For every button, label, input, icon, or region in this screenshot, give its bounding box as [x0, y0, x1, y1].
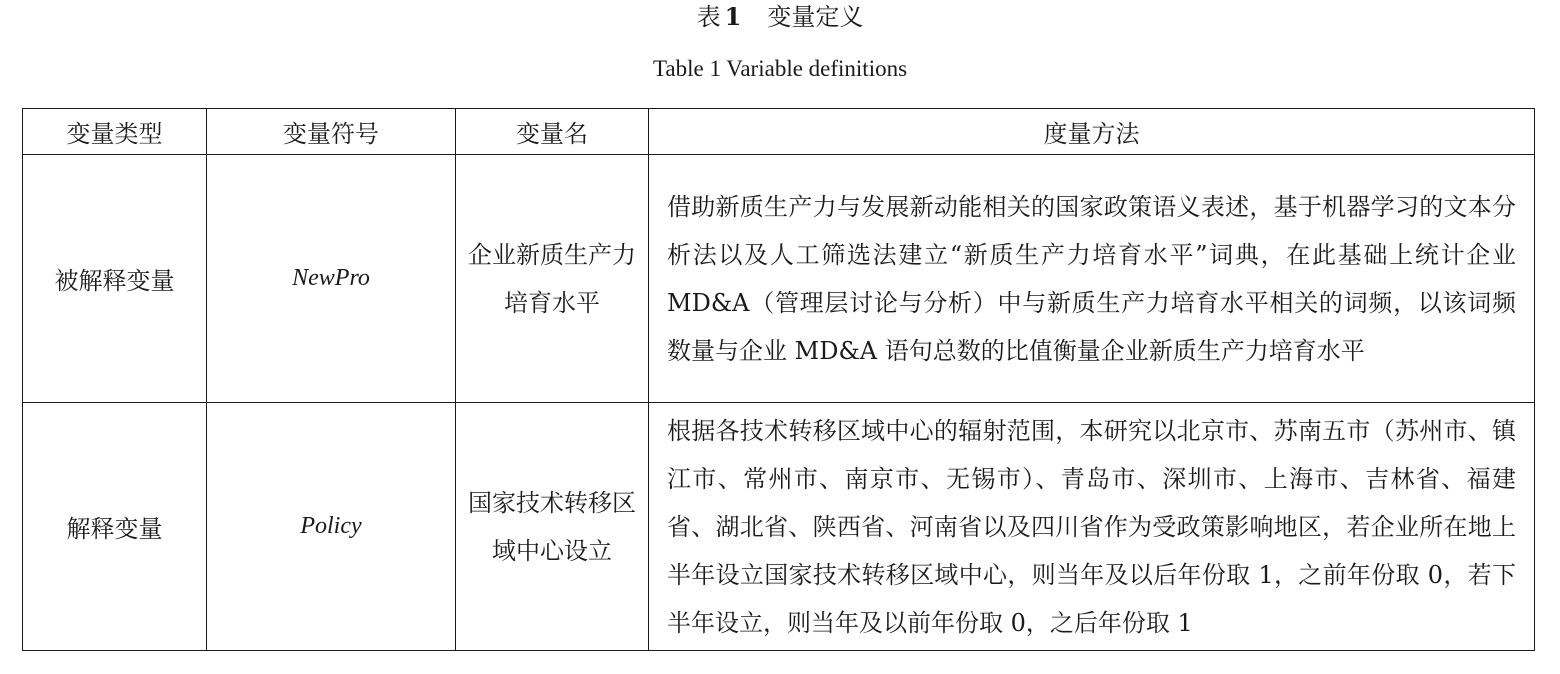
table-title-cn [0, 2, 1560, 32]
cell-variable-name: 企业新质生产力培育水平 [456, 155, 649, 403]
table-title-name: 变量定义 [767, 3, 864, 31]
cell-variable-name: 国家技术转移区域中心设立 [456, 403, 649, 651]
header-variable-name: 变量名 [456, 109, 649, 155]
variable-definitions-table [22, 108, 1535, 651]
table-header-row [23, 109, 1535, 155]
cell-variable-type: 解释变量 [23, 403, 207, 651]
cell-variable-symbol: Policy [207, 403, 456, 651]
table-title-prefix: 表 [696, 3, 721, 31]
table-title-en: Table 1 Variable definitions [652, 56, 908, 81]
header-variable-symbol: 变量符号 [207, 109, 456, 155]
header-measurement-method: 度量方法 [649, 109, 1535, 155]
header-variable-type: 变量类型 [23, 109, 207, 155]
cell-variable-symbol: NewPro [207, 155, 456, 403]
cell-measurement-method: 根据各技术转移区域中心的辐射范围，本研究以北京市、苏南五市（苏州市、镇江市、常州市、南京市、无锡市）、青岛市、深圳市、上海市、吉林省、福建省、湖北省、陕西省、河南省以及四川省作为受政策影响地区，若企业所在地上半年设立国家技术转移区域中心，则当年及以后年份取 1，之前年份取 0，若下半年设立，则当年及以前年份取 0，之后年份取 1 [649, 403, 1535, 651]
cell-variable-type: 被解释变量 [23, 155, 207, 403]
table-title-number: 1 [724, 2, 742, 31]
cell-measurement-method: 借助新质生产力与发展新动能相关的国家政策语义表述，基于机器学习的文本分析法以及人工筛选法建立“新质生产力培育水平”词典，在此基础上统计企业 MD&A（管理层讨论与分析）中与新质生产力培育水平相关的词频，以该词频数量与企业 MD&A 语句总数的比值衡量企业新质生产力培育水平 [649, 155, 1535, 403]
table-row [23, 155, 1535, 403]
table-row [23, 403, 1535, 651]
